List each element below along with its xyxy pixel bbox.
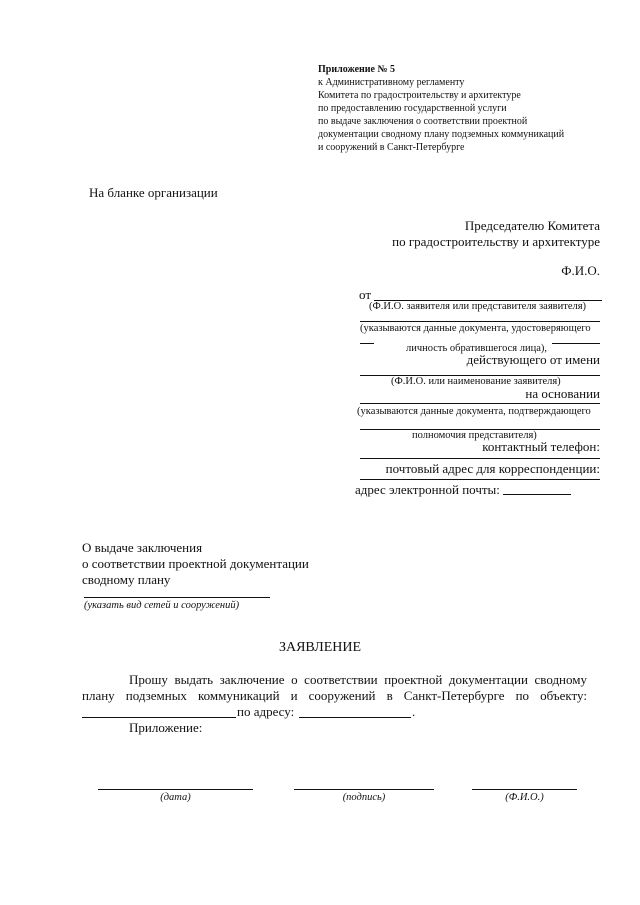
email-line — [503, 494, 571, 495]
subject-line-1: О выдаче заключения — [82, 540, 203, 555]
date-caption: (дата) — [160, 792, 191, 803]
basis-label: на основании — [525, 386, 600, 401]
fio-line — [472, 789, 577, 790]
annex-title: Приложение № 5 — [318, 64, 396, 75]
acting-label: действующего от имени — [466, 352, 600, 367]
authority-caption-2: полномочия представителя) — [412, 430, 537, 441]
signature-caption: (подпись) — [342, 792, 386, 803]
statement-title: ЗАЯВЛЕНИЕ — [278, 640, 362, 655]
document-caption-1: (указываются данные документа, удостоверяющего — [360, 323, 591, 334]
document-data-line-end — [552, 343, 600, 344]
annex-line: по предоставлению государственной услуги — [318, 103, 507, 114]
subject-line-2: о соответствии проектной документации — [82, 556, 309, 571]
annex-line: и сооружений в Санкт-Петербурге — [318, 142, 465, 153]
date-line — [98, 789, 253, 790]
annex-line: Комитета по градостроительству и архитектуре — [318, 90, 521, 101]
document-data-line-short — [360, 343, 374, 344]
signature-line — [294, 789, 434, 790]
applicant-caption: (Ф.И.О. заявителя или представителя заявителя) — [369, 301, 587, 312]
document-caption-2: личность обратившегося лица), — [406, 343, 548, 354]
addressee-committee: по градостроительству и архитектуре — [392, 234, 600, 249]
statement-paragraph-line-1: Прошу выдать заключение о соответствии проектной документации сводному — [129, 672, 587, 687]
address-label: по адресу: — [237, 704, 295, 719]
addressee-fio: Ф.И.О. — [561, 263, 600, 278]
email-label: адрес электронной почты: — [355, 482, 500, 497]
authority-doc-line — [360, 403, 600, 404]
annex-line: к Административному регламенту — [318, 77, 465, 88]
phone-line — [360, 458, 600, 459]
authority-caption-1: (указываются данные документа, подтверждающего — [357, 406, 591, 417]
network-type-caption: (указать вид сетей и сооружений) — [84, 600, 240, 611]
network-type-line — [84, 597, 270, 598]
subject-line-3: сводному плану — [82, 572, 171, 587]
object-line — [82, 717, 236, 718]
address-period: . — [412, 704, 416, 719]
attachment-label: Приложение: — [129, 720, 203, 735]
letterhead-note: На бланке организации — [89, 185, 218, 200]
addressee-title: Председателю Комитета — [464, 218, 600, 233]
phone-label: контактный телефон: — [482, 439, 600, 454]
applicant-org-caption: (Ф.И.О. или наименование заявителя) — [391, 376, 561, 387]
postal-address-line — [360, 479, 600, 480]
from-label: от — [359, 287, 372, 302]
annex-line: документации сводному плану подземных коммуникаций — [318, 129, 565, 140]
address-line — [299, 717, 411, 718]
document-data-line — [360, 321, 600, 322]
annex-line: по выдаче заключения о соответствии проектной — [318, 116, 528, 127]
postal-address-label: почтовый адрес для корреспонденции: — [385, 461, 600, 476]
fio-caption: (Ф.И.О.) — [505, 792, 544, 803]
statement-paragraph-line-2: плану подземных коммуникаций и сооружений в Санкт-Петербурге по объекту: — [82, 688, 587, 703]
